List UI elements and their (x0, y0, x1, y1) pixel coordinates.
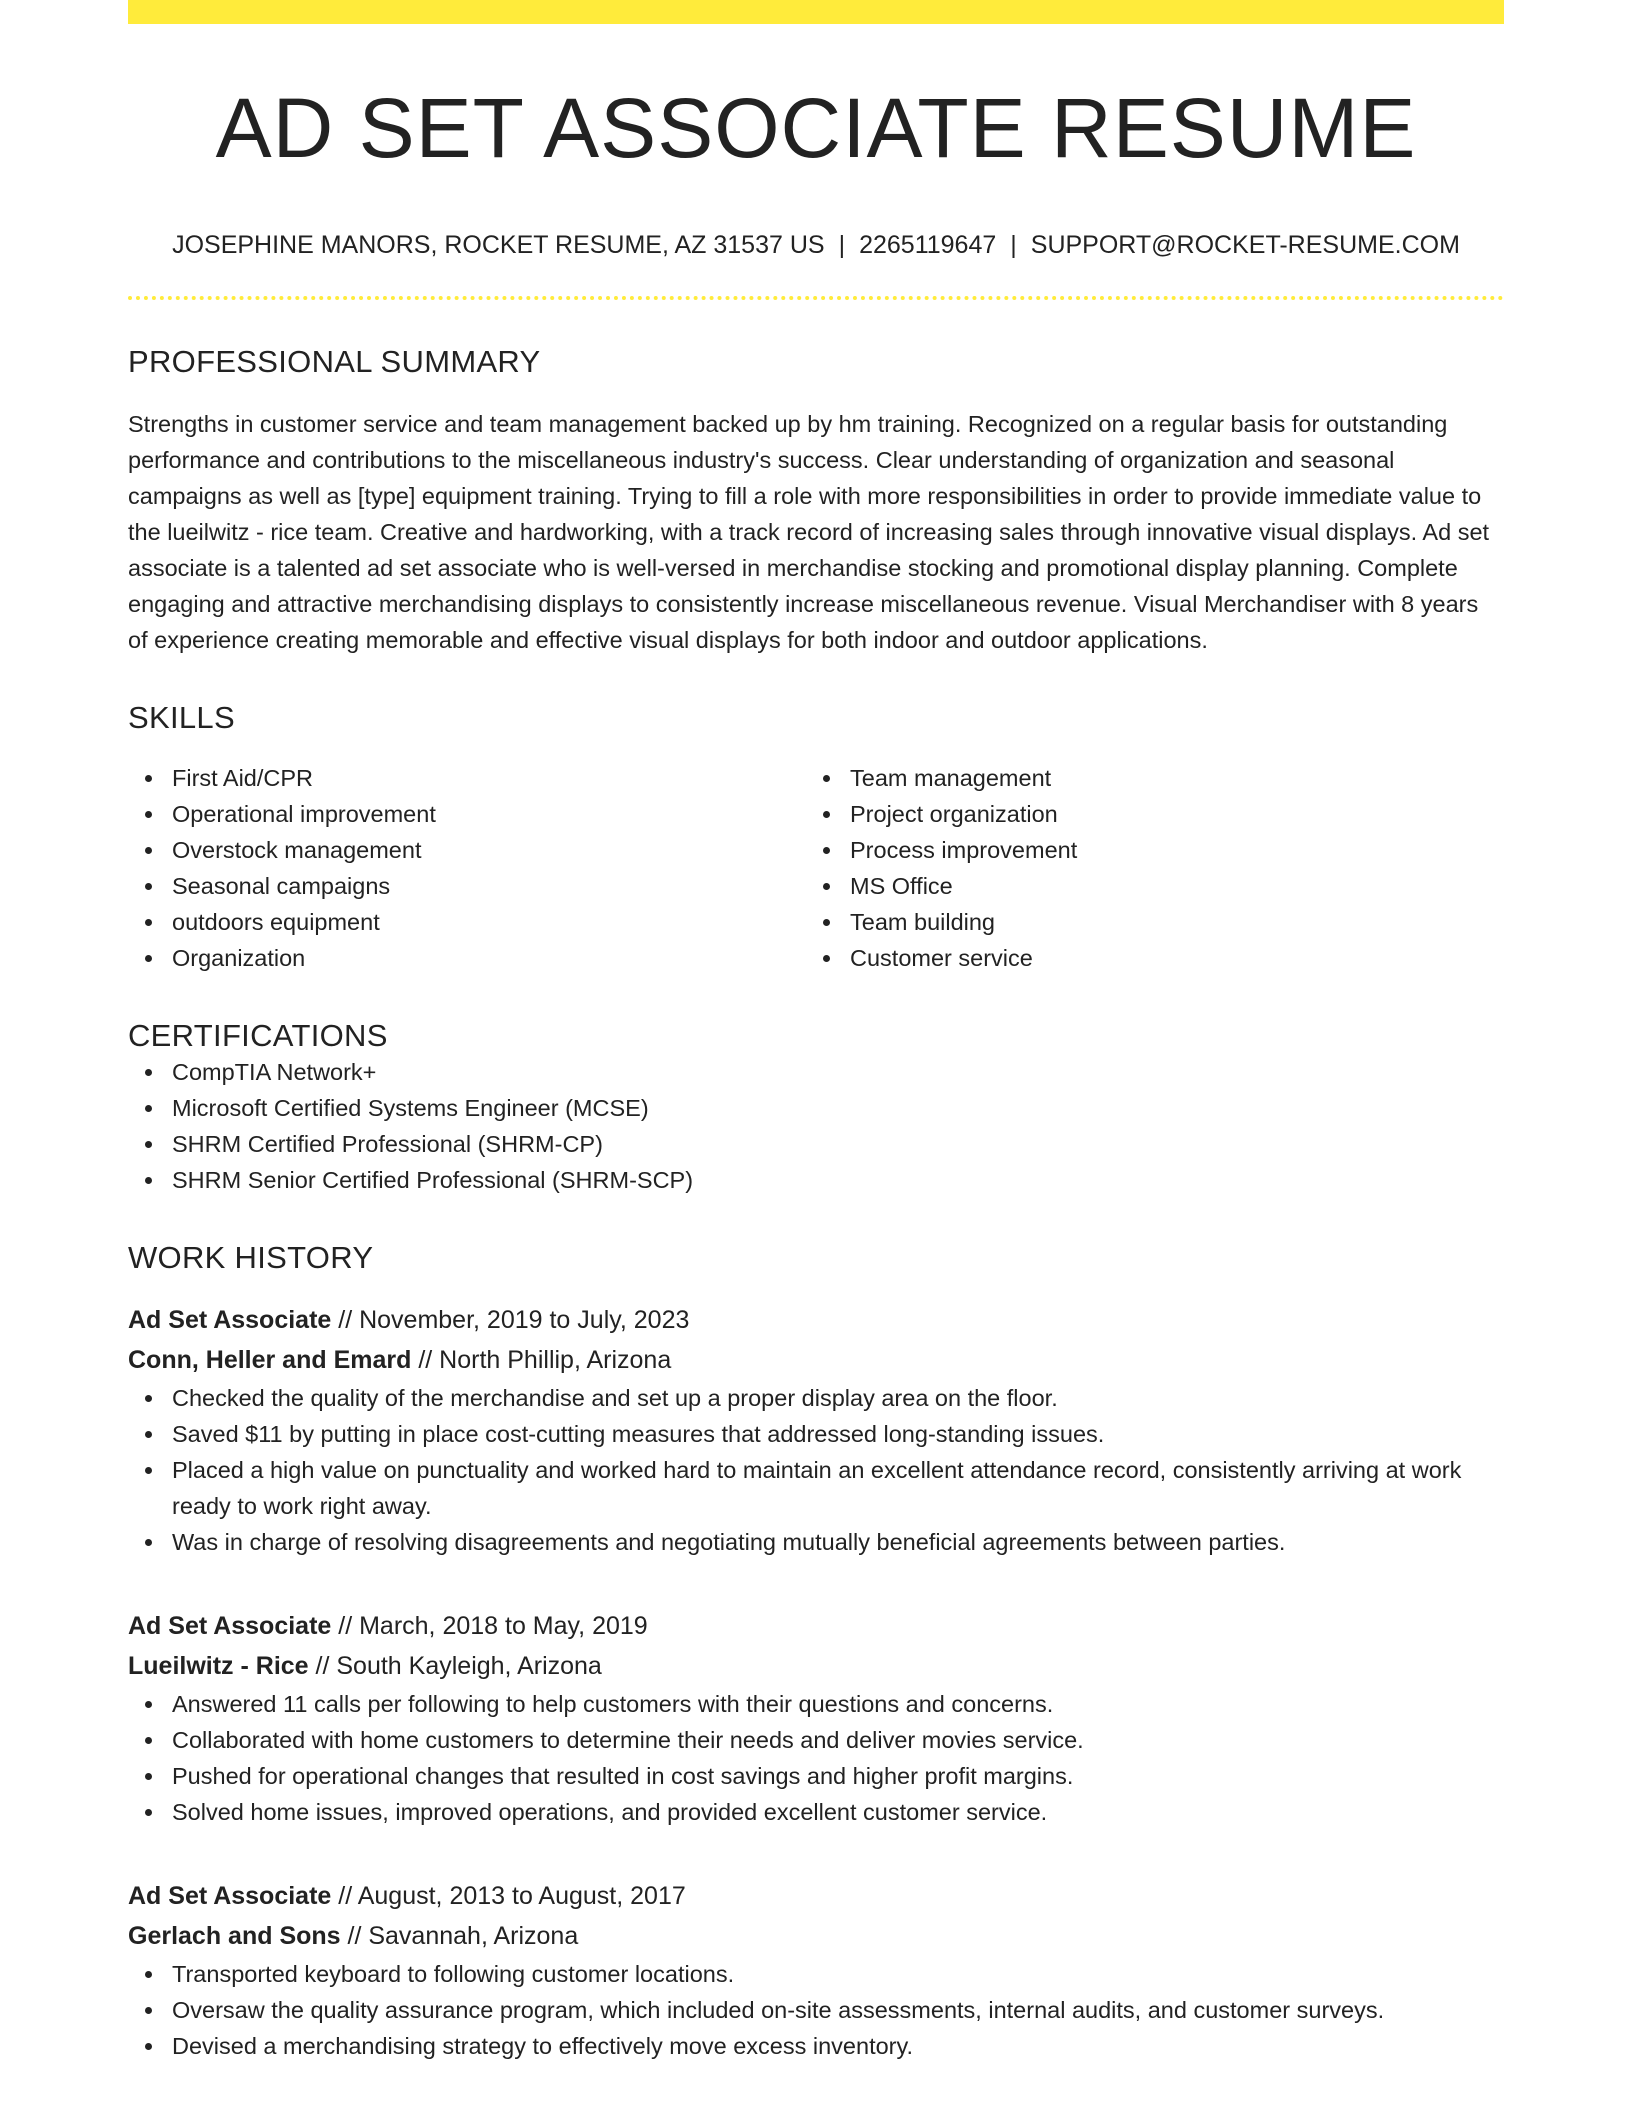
certification-item: CompTIA Network+ (128, 1054, 1504, 1090)
skill-item: Team building (806, 904, 1484, 940)
header-divider (128, 296, 1504, 300)
job-bullet: Answered 11 calls per following to help customers with their questions and concerns. (128, 1686, 1504, 1722)
resume-title: AD SET ASSOCIATE RESUME (215, 81, 1417, 175)
skill-item: Operational improvement (128, 796, 806, 832)
job-bullet: Devised a merchandising strategy to effectively move excess inventory. (128, 2028, 1504, 2064)
contact-phone: 2265119647 (859, 231, 997, 260)
accent-top-bar (128, 0, 1504, 24)
resume-page (128, 0, 1504, 2064)
skills-list-right (806, 760, 1484, 976)
skills-grid (128, 760, 1504, 976)
job-location: // Savannah, Arizona (340, 1922, 579, 1951)
job-location: // South Kayleigh, Arizona (308, 1652, 602, 1681)
job-bullet: Oversaw the quality assurance program, which included on-site assessments, internal audits, and customer surveys. (128, 1992, 1504, 2028)
certification-item: SHRM Senior Certified Professional (SHRM-SCP) (128, 1162, 1504, 1198)
skill-item: Seasonal campaigns (128, 868, 806, 904)
job-title: Ad Set Associate (128, 1612, 332, 1641)
summary-heading: PROFESSIONAL SUMMARY (128, 344, 541, 380)
contact-address: JOSEPHINE MANORS, ROCKET RESUME, AZ 31537 US (172, 231, 825, 260)
contact-separator: | (1010, 231, 1017, 260)
job-bullets (128, 1686, 1504, 1830)
job-bullet: Pushed for operational changes that resulted in cost savings and higher profit margins. (128, 1758, 1504, 1794)
skills-list-left (128, 760, 806, 976)
work-history-heading: WORK HISTORY (128, 1240, 374, 1276)
contact-separator: | (838, 231, 846, 260)
job-bullet: Was in charge of resolving disagreements and negotiating mutually beneficial agreements between parties. (128, 1524, 1504, 1560)
certification-item: SHRM Certified Professional (SHRM-CP) (128, 1126, 1504, 1162)
job-location: // North Phillip, Arizona (411, 1346, 672, 1375)
skill-item: Project organization (806, 796, 1484, 832)
job-entry (128, 1300, 1504, 1560)
job-company-line (128, 1646, 1504, 1686)
job-company: Lueilwitz - Rice (128, 1652, 309, 1681)
job-bullet: Checked the quality of the merchandise and set up a proper display area on the floor. (128, 1380, 1504, 1416)
job-bullets (128, 1956, 1504, 2064)
skill-item: First Aid/CPR (128, 760, 806, 796)
job-bullets (128, 1380, 1504, 1560)
job-bullet: Saved $11 by putting in place cost-cutting measures that addressed long-standing issues. (128, 1416, 1504, 1452)
skill-item: Customer service (806, 940, 1484, 976)
skill-item: MS Office (806, 868, 1484, 904)
job-dates: // March, 2018 to May, 2019 (331, 1612, 648, 1641)
skill-item: Overstock management (128, 832, 806, 868)
job-bullet: Collaborated with home customers to determine their needs and deliver movies service. (128, 1722, 1504, 1758)
skill-item: Team management (806, 760, 1484, 796)
job-bullet: Solved home issues, improved operations, and provided excellent customer service. (128, 1794, 1504, 1830)
job-company: Gerlach and Sons (128, 1922, 341, 1951)
summary-text: Strengths in customer service and team management backed up by hm training. Recognized on a regular basis for outstanding performance and contributions to the miscellaneous industry's success. Clear understanding of organization and seasonal campaigns as well as [type] equipment training. Trying to fill a role with more responsibilities in order to provide immediate value to the lueilwitz - rice team. Creative and hardworking, with a track record of increasing sales through innovative visual displays. Ad set associate is a talented ad set associate who is well-versed in merchandise stocking and promotional display planning. Complete engaging and attractive merchandising displays to consistently increase miscellaneous revenue. Visual Merchandiser with 8 years of experience creating memorable and effective visual displays for both indoor and outdoor applications. (128, 411, 1490, 654)
job-bullet: Placed a high value on punctuality and worked hard to maintain an excellent attendance record, consistently arriving at work ready to work right away. (128, 1452, 1504, 1524)
job-dates: // November, 2019 to July, 2023 (331, 1306, 690, 1335)
skill-item: Process improvement (806, 832, 1484, 868)
job-title-line (128, 1876, 1504, 1916)
job-title: Ad Set Associate (128, 1306, 332, 1335)
job-company: Conn, Heller and Emard (128, 1346, 412, 1375)
skill-item: outdoors equipment (128, 904, 806, 940)
job-bullet: Transported keyboard to following customer locations. (128, 1956, 1504, 1992)
job-title: Ad Set Associate (128, 1882, 332, 1911)
contact-email: SUPPORT@ROCKET-RESUME.COM (1030, 231, 1460, 260)
contact-line (128, 230, 1504, 260)
certifications-list (128, 1054, 1504, 1198)
job-company-line (128, 1916, 1504, 1956)
job-entry (128, 1876, 1504, 2064)
job-title-line (128, 1606, 1504, 1646)
certifications-heading: CERTIFICATIONS (128, 1018, 388, 1054)
job-entry (128, 1606, 1504, 1830)
skill-item: Organization (128, 940, 806, 976)
skills-heading: SKILLS (128, 700, 235, 736)
job-company-line (128, 1340, 1504, 1380)
job-title-line (128, 1300, 1504, 1340)
job-dates: // August, 2013 to August, 2017 (331, 1882, 686, 1911)
certification-item: Microsoft Certified Systems Engineer (MCSE) (128, 1090, 1504, 1126)
